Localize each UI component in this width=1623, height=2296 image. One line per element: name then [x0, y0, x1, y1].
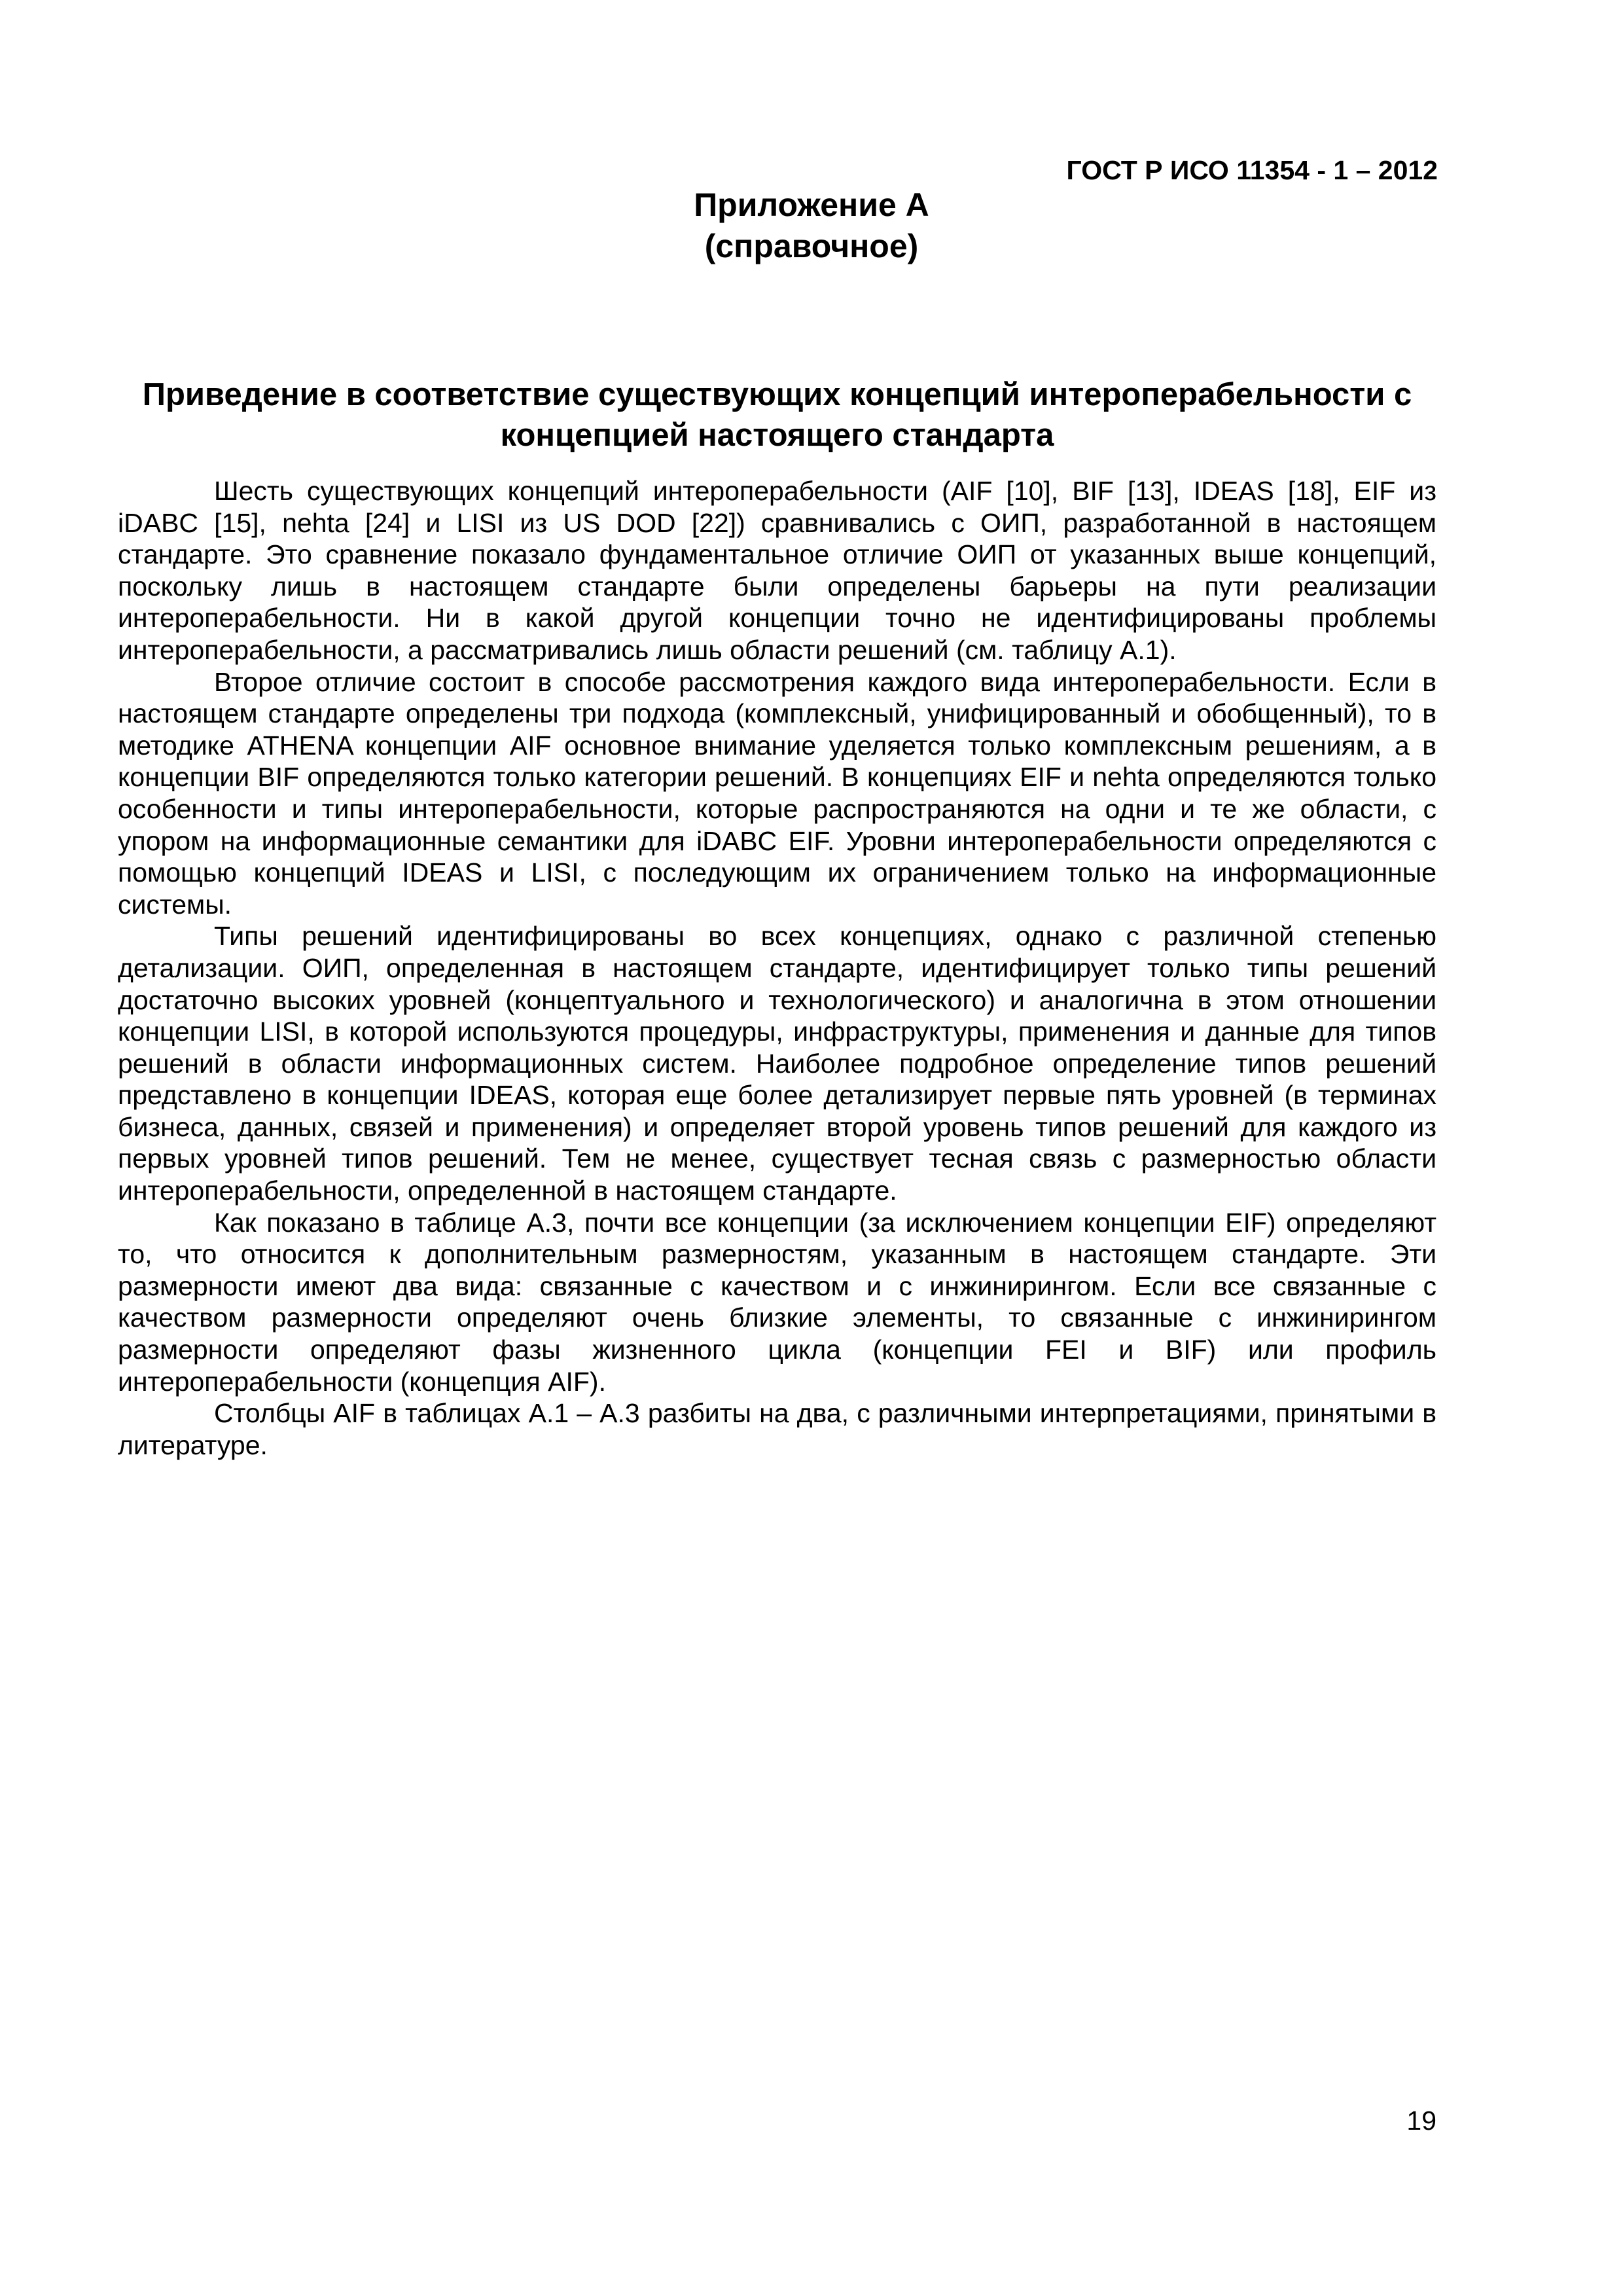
- paragraph: Типы решений идентифицированы во всех концепциях, однако с различной степенью детализации. ОИП, определенная в настоящем стандарте, идентифицирует только типы решений достаточно высоких уровней (концептуального и технологического) и аналогична в этом отношении концепции LISI, в которой используются процедуры, инфраструктуры, применения и данные для типов решений в области информационных систем. Наиболее подробное определение типов решений представлено в концепции IDEAS, которая еще более детализирует первые пять уровней (в терминах бизнеса, данных, связей и применения) и определяет второй уровень типов решений для каждого из первых уровней типов решений. Тем не менее, существует тесная связь с размерностью области интероперабельности, определенной в настоящем стандарте.: [118, 921, 1436, 1206]
- section-title: Приведение в соответствие существующих концепций интероперабельности с концепцией настоящего стандарта: [142, 377, 1412, 453]
- standard-code: ГОСТ Р ИСО 11354 - 1 – 2012: [1066, 155, 1438, 185]
- body-text: [118, 475, 1436, 1461]
- annex-heading: [0, 185, 1623, 267]
- paragraph: Столбцы AIF в таблицах А.1 – А.3 разбиты на два, с различными интерпретациями, принятыми в литературе.: [118, 1398, 1436, 1460]
- paragraph: Шесть существующих концепций интероперабельности (AIF [10], BIF [13], IDEAS [18], EIF из iDABC [15], nehta [24] и LISI из US DOD [22]) сравнивались с ОИП, разработанной в настоящем стандарте. Это сравнение показало фундаментальное отличие ОИП от указанных выше концепций, поскольку лишь в настоящем стандарте были определены барьеры на пути реализации интероперабельности. Ни в какой другой концепции точно не идентифицированы проблемы интероперабельности, а рассматривались лишь области решений (см. таблицу А.1).: [118, 476, 1436, 665]
- page-number: 19: [1406, 2106, 1436, 2136]
- paragraph: Второе отличие состоит в способе рассмотрения каждого вида интероперабельности. Если в настоящем стандарте определены три подхода (комплексный, унифицированный и обобщенный), то в методике ATHENA концепции AIF основное внимание уделяется только комплексным решениям, а в концепции BIF определяются только категории решений. В концепциях EIF и nehta определяются только особенности и типы интероперабельности, которые распространяются на одни и те же области, с упором на информационные семантики для iDABC EIF. Уровни интероперабельности определяются с помощью концепций IDEAS и LISI, с последующим их ограничением только на информационные системы.: [118, 666, 1436, 920]
- annex-title: Приложение А: [694, 187, 929, 223]
- annex-subtitle: (справочное): [704, 228, 919, 264]
- paragraph: Как показано в таблице А.3, почти все концепции (за исключением концепции EIF) определяют то, что относится к дополнительным размерностям, указанным в настоящем стандарте. Эти размерности имеют два вида: связанные с качеством и с инжинирингом. Если все связанные с качеством размерности определяют очень близкие элементы, то связанные с инжинирингом размерности определяют фазы жизненного цикла (концепции FEI и BIF) или профиль интероперабельности (концепция AIF).: [118, 1207, 1436, 1397]
